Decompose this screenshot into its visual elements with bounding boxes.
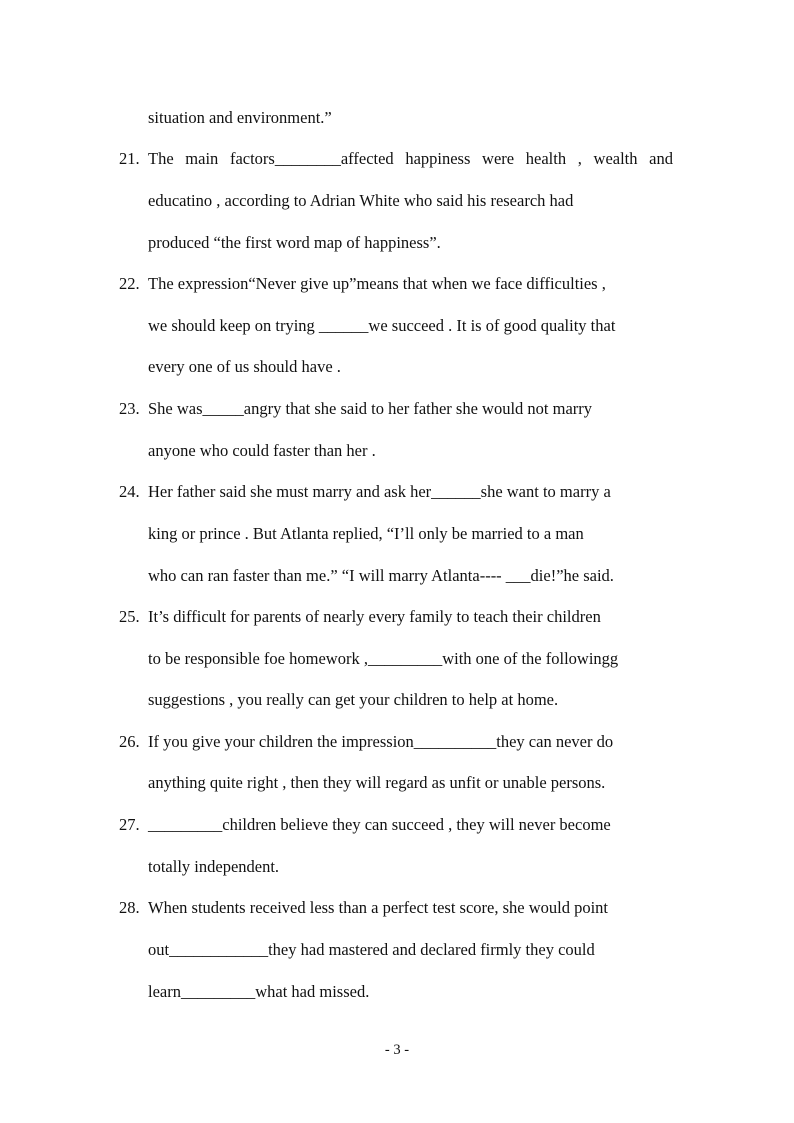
question-line: we should keep on trying ______we succeed . It is of good quality that [148,316,616,335]
intro-line: situation and environment.” [148,108,332,127]
page-number: - 3 - [384,1042,410,1058]
question-line: produced “the first word map of happiness”. [148,233,441,252]
question-line: anyone who could faster than her . [148,441,376,460]
question-line: king or prince . But Atlanta replied, “I’ll only be married to a man [148,524,584,543]
question-line: The expression“Never give up”means that when we face difficulties , [148,274,606,293]
question-text: The main factors________affected happiness were health , wealth and [148,149,673,168]
question-line: Her father said she must marry and ask her______she want to marry a [148,482,611,501]
question-number: 21. [119,149,140,168]
question-line: suggestions , you really can get your children to help at home. [148,690,559,709]
question-line [148,149,673,169]
question-number: 22. [119,274,140,293]
question-number: 23. [119,399,140,418]
question-line: out____________they had mastered and declared firmly they could [148,940,595,959]
question-line: to be responsible foe homework ,_________with one of the followingg [148,649,619,668]
question-line: If you give your children the impression__________they can never do [148,732,614,751]
question-line: _________children believe they can succeed , they will never become [148,815,611,834]
question-line: When students received less than a perfect test score, she would point [148,898,609,917]
question-line: learn_________what had missed. [148,982,370,1001]
question-number: 25. [119,607,140,626]
question-line: every one of us should have . [148,357,341,376]
question-number: 26. [119,732,140,751]
question-line: educatino , according to Adrian White who said his research had [148,191,574,210]
question-line: It’s difficult for parents of nearly every family to teach their children [148,607,601,626]
question-line: She was_____angry that she said to her father she would not marry [148,399,593,418]
question-line: anything quite right , then they will regard as unfit or unable persons. [148,773,606,792]
question-number: 28. [119,898,140,917]
question-number: 27. [119,815,140,834]
question-line: totally independent. [148,857,280,876]
question-line: who can ran faster than me.” “I will marry Atlanta---- ___die!”he said. [148,566,614,585]
question-number: 24. [119,482,140,501]
